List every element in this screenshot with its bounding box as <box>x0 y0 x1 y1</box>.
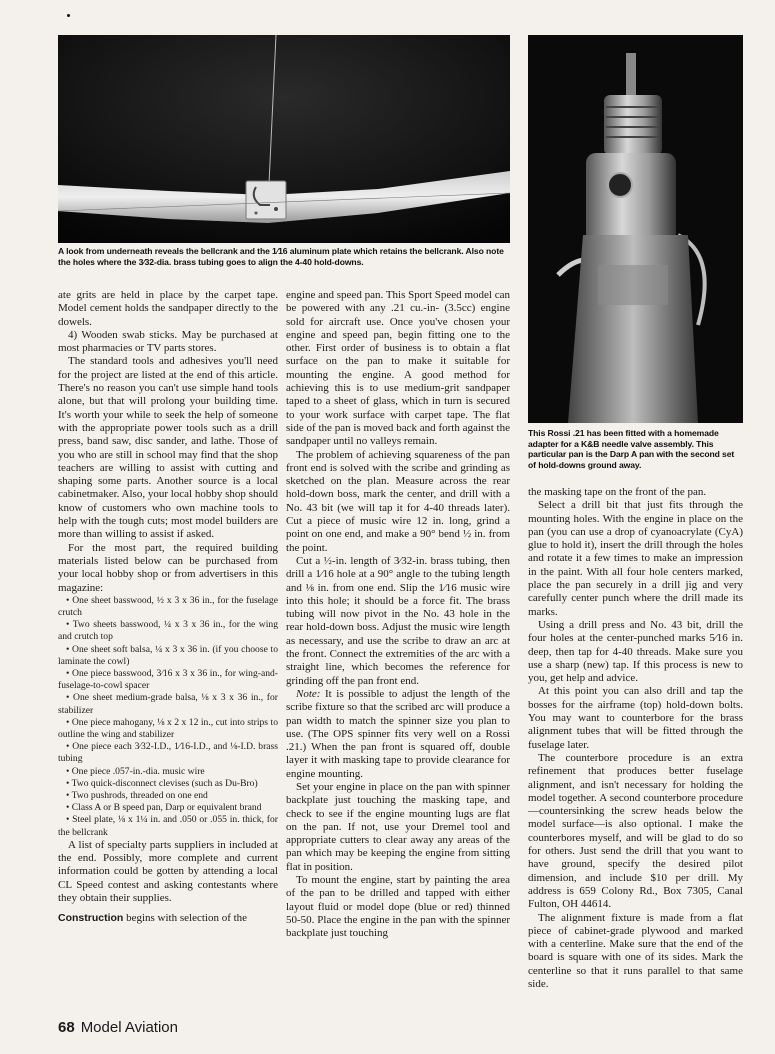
section-run-in-heading: Construction <box>58 912 124 925</box>
paragraph: For the most part, the required building materials listed below can be purchased from your local hobby shop or from advertisers in this magazine: <box>58 541 278 594</box>
list-item: • Class A or B speed pan, Darp or equivalent brand <box>66 802 262 814</box>
list-item: • Two pushrods, threaded on one end <box>66 790 208 802</box>
wing-underside-photo <box>58 35 510 243</box>
magazine-name: Model Aviation <box>80 1019 178 1036</box>
paragraph: Cut a ½-in. length of 3⁄32-in. brass tubing, then drill a 1⁄16 hole at a 90° angle to the tubing length and ⅛ in. from one end. Slip the 1⁄16 music wire into this hole; it should be a force fit. The brass tubing will now pivot in the No. 43 hole in the rear hold-down boss. Adjust the music wire length as necessary, and use the scribe to draw an arc at the front. Connect the extremities of the arc with a straight line, which becomes the reference for grinding off the pan front end. <box>286 554 510 687</box>
materials-list <box>58 595 278 839</box>
list-item: • Two quick-disconnect clevises (such as Du-Bro) <box>66 777 258 789</box>
photo-caption-right: This Rossi .21 has been fitted with a homemade adapter for a K&B needle valve assembly. This particular pan is the Darp A pan with the second set of hold-downs ground away. <box>528 428 735 470</box>
list-item: • One piece .057-in.-dia. music wire <box>66 765 205 777</box>
paragraph <box>286 688 510 781</box>
rossi-engine-photo <box>528 35 743 423</box>
paragraph <box>58 912 278 925</box>
paragraph: To mount the engine, start by painting the area of the pan to be drilled and tapped with either layout fluid or model dope (blue or red) thinned 50-50. Place the engine in the pan with the spinner backplate just touching <box>286 874 510 940</box>
list-item: • Steel plate, ⅛ x 1¼ in. and .050 or .055 in. thick, for the bellcrank <box>58 814 278 838</box>
paragraph: At this point you can also drill and tap the bosses for the airframe (top) hold-down bolts. You may want to counterbore for the brass alignment tubes that will be fitted through the fuselage later. <box>528 685 743 751</box>
paragraph-text: begins with selection of the <box>123 912 248 925</box>
list-item: • One sheet soft balsa, ¼ x 3 x 36 in. (if you choose to laminate the cowl) <box>58 643 278 667</box>
page-footer <box>58 1018 178 1038</box>
paragraph-text: It is possible to adjust the length of the scribe fixture so that the scribed arc will produce a pan width to match the spinner size you plan to use. (The OPS spinner fits very well on a Rossi .21.) When the pan front is squared off, double layer it with masking tape to provide clearance for engine mounting. <box>286 687 510 780</box>
paragraph: 4) Wooden swab sticks. May be purchased at most pharmacies or TV parts stores. <box>58 328 278 355</box>
paragraph: The alignment fixture is made from a flat piece of cabinet-grade plywood and marked with a centerline. Make sure that the end of the board is square with one of its sides. Mark the centerline so that it runs parallel to that same side. <box>528 911 743 990</box>
page-number: 68 <box>58 1019 75 1036</box>
list-item: • One piece mahogany, ⅛ x 2 x 12 in., cut into strips to outline the wing and stabilizer <box>58 716 278 741</box>
paragraph: The standard tools and adhesives you'll need for the project are listed at the end of this article. There's no reason you can't use simple hand tools alone, but that will prolong your building time. It's worth your while to seek the help of someone with the appropriate power tools such as a drill press, band saw, disc sander, and lathe. Those of you who are still in school may find that the shop teachers are willing to assist with cutting and shaping some parts. Another source is a local cabinetmaker. Also, your local hobby shop should know of customers who own machine tools to help with the tough cuts; most model builders are more than willing to assist if asked. <box>58 355 278 541</box>
paragraph: The problem of achieving squareness of the pan front end is solved with the scribe and grinding as sketched on the plan. Measure across the rear hold-down boss, mark the center, and drill with a No. 43 bit (we will tap it for 4-40 threads later). Cut a piece of music wire 12 in. long, grind a point on one end, and make a 90° bend ½ in. from the point. <box>286 448 510 554</box>
list-item: • One piece each 3⁄32-I.D., 1⁄16-I.D., and ⅛-I.D. brass tubing <box>58 741 278 765</box>
photo-caption-left: A look from underneath reveals the bellcrank and the 1⁄16 aluminum plate which retains the bellcrank. Also note the holes where the 3⁄32-dia. brass tubing goes to align the 4-40 hold-downs. <box>58 246 504 267</box>
paragraph: Select a drill bit that just fits through the mounting holes. With the engine in place on the pan (you can use a drop of cyanoacrylate (CyA) glue to hold it), insert the drill through the holes and rotate it a few times to make an impression in the paint. With all four hole centers marked, place the pan securely in a drill jig and very carefully center punch where the drill made its marks. <box>528 499 743 618</box>
paragraph: A list of specialty parts suppliers in included at the end. Possibly, more complete and current information could be gotten by attending a local CL Speed contest and asking contestants where they obtain their supplies. <box>58 838 278 905</box>
list-item: • One sheet medium-grade balsa, ⅛ x 3 x 36 in., for stabilizer <box>58 692 278 716</box>
paragraph: Set your engine in place on the pan with spinner backplate just touching the masking tape, and check to see if the engine mounting lugs are flat on the pan. If not, use your Dremel tool and appropriate cutters to clear away any areas of the pan which may be keeping the engine from sitting flat in position. <box>286 780 510 873</box>
page-mark <box>67 14 70 17</box>
note-label: Note: <box>296 687 321 700</box>
list-item: • One sheet basswood, ½ x 3 x 36 in., for the fuselage crutch <box>58 594 278 619</box>
list-item: • One piece basswood, 3⁄16 x 3 x 36 in., for wing-and-fuselage-to-cowl spacer <box>58 668 278 692</box>
paragraph: ate grits are held in place by the carpet tape. Model cement holds the sandpaper directly to the dowels. <box>58 289 278 328</box>
paragraph: the masking tape on the front of the pan. <box>528 486 707 498</box>
paragraph: The counterbore procedure is an extra refinement that produces better fuselage alignment, and isn't necessary for holding the model together. A second counterbore procedure—countersinking the screw heads below the model surface—is also optional. I make the counterbores myself, and will be glad to do so for others. Just send the drill that you want to have ground, specify the desired pilot dimension, and include $10 per drill. My address is 659 Colony Rd., Box 7305, Canal Fulton, OH 44614. <box>528 751 743 911</box>
article-column-3 <box>528 486 743 991</box>
paragraph: Using a drill press and No. 43 bit, drill the four holes at the center-punched marks 5⁄16 in. deep, then tap for 4-40 threads. Make sure you use a sharp (new) tap. If this process is new to you, get help and advice. <box>528 618 743 685</box>
paragraph: engine and speed pan. This Sport Speed model can be powered with any .21 cu.-in- (3.5cc) engine sold for aircraft use. Once you've chosen your engine and speed pan, begin fitting one to the other. First order of business is to obtain a flat surface on the pan to make it suitable for mounting the engine. A good method for achieving this is to use medium-grit sandpaper taped to a sheet of glass, which in turn is secured to your work surface with carpet tape. The flat side of the pan is moved back and forth against the sandpaper until no valleys remain. <box>286 289 510 448</box>
list-item: • Two sheets basswood, ¼ x 3 x 36 in., for the wing and crutch top <box>58 619 278 643</box>
article-column-2 <box>286 289 510 941</box>
article-column-1 <box>58 289 278 926</box>
